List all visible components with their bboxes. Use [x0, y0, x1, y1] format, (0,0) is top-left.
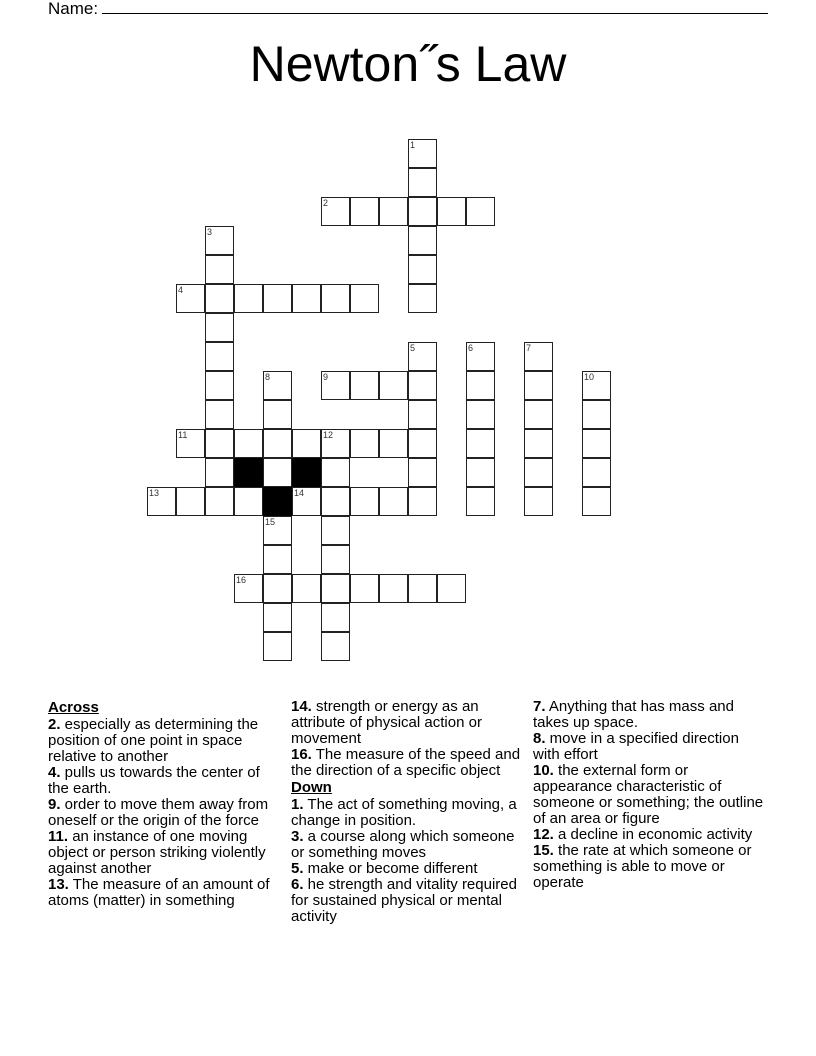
- grid-cell[interactable]: [321, 487, 350, 516]
- grid-cell[interactable]: [437, 197, 466, 226]
- grid-cell[interactable]: [263, 545, 292, 574]
- grid-cell-12[interactable]: [321, 429, 350, 458]
- grid-cell[interactable]: [321, 545, 350, 574]
- grid-cell[interactable]: [437, 574, 466, 603]
- grid-cell[interactable]: [582, 487, 611, 516]
- clue-down-7: 7. Anything that has mass and takes up space.: [533, 698, 734, 731]
- grid-cell[interactable]: [466, 458, 495, 487]
- black-cell: [234, 458, 263, 487]
- clues-column-3: [533, 699, 765, 891]
- grid-cell[interactable]: [524, 371, 553, 400]
- clue-number: 15: [265, 517, 276, 527]
- grid-cell[interactable]: [379, 371, 408, 400]
- clue-across-11: 11. an instance of one moving object or person striking violently against another: [48, 828, 266, 877]
- grid-cell[interactable]: [379, 574, 408, 603]
- grid-cell[interactable]: [379, 429, 408, 458]
- grid-cell-1[interactable]: [408, 139, 437, 168]
- grid-cell[interactable]: [205, 342, 234, 371]
- grid-cell[interactable]: [350, 197, 379, 226]
- grid-cell[interactable]: [582, 458, 611, 487]
- grid-cell[interactable]: [408, 226, 437, 255]
- grid-cell-16[interactable]: [234, 574, 263, 603]
- grid-cell[interactable]: [205, 400, 234, 429]
- clue-across-9: 9. order to move them away from oneself or the origin of the force: [48, 796, 269, 829]
- clue-down-1: 1. The act of something moving, a change in position.: [291, 796, 517, 829]
- clue-number: 12: [323, 430, 334, 440]
- grid-cell[interactable]: [321, 574, 350, 603]
- grid-cell[interactable]: [205, 284, 234, 313]
- grid-cell[interactable]: [234, 284, 263, 313]
- grid-cell-2[interactable]: [321, 197, 350, 226]
- grid-cell-4[interactable]: [176, 284, 205, 313]
- grid-cell[interactable]: [205, 371, 234, 400]
- grid-cell[interactable]: [582, 429, 611, 458]
- grid-cell[interactable]: [263, 284, 292, 313]
- grid-cell[interactable]: [350, 284, 379, 313]
- grid-cell[interactable]: [408, 487, 437, 516]
- grid-cell[interactable]: [234, 429, 263, 458]
- clue-number: 5: [410, 343, 416, 353]
- grid-cell[interactable]: [379, 487, 408, 516]
- grid-cell[interactable]: [176, 487, 205, 516]
- clue-number: 7: [526, 343, 532, 353]
- grid-cell[interactable]: [408, 458, 437, 487]
- clue-number: 13: [149, 488, 160, 498]
- grid-cell[interactable]: [263, 458, 292, 487]
- grid-cell[interactable]: [350, 487, 379, 516]
- grid-cell[interactable]: [350, 371, 379, 400]
- clue-down-3: 3. a course along which someone or something moves: [291, 828, 515, 861]
- grid-cell[interactable]: [292, 429, 321, 458]
- grid-cell-7[interactable]: [524, 342, 553, 371]
- grid-cell[interactable]: [524, 429, 553, 458]
- clue-down-6: 6. he strength and vitality required for sustained physical or mental activity: [291, 876, 517, 925]
- grid-cell[interactable]: [321, 632, 350, 661]
- grid-cell[interactable]: [524, 487, 553, 516]
- grid-cell[interactable]: [350, 574, 379, 603]
- clue-number: 3: [207, 227, 213, 237]
- grid-cell[interactable]: [408, 284, 437, 313]
- grid-cell[interactable]: [408, 429, 437, 458]
- clue-across-13: 13. The measure of an amount of atoms (matter) in something: [48, 876, 270, 909]
- across-heading: Across: [48, 699, 99, 716]
- clue-down-5: 5. make or become different: [291, 860, 478, 877]
- grid-cell[interactable]: [408, 197, 437, 226]
- grid-cell[interactable]: [466, 197, 495, 226]
- grid-cell[interactable]: [466, 400, 495, 429]
- grid-cell-9[interactable]: [321, 371, 350, 400]
- clue-number: 8: [265, 372, 271, 382]
- clues-column-1: [48, 699, 280, 909]
- grid-cell[interactable]: [408, 371, 437, 400]
- clue-number: 9: [323, 372, 329, 382]
- grid-cell[interactable]: [466, 371, 495, 400]
- grid-cell[interactable]: [205, 313, 234, 342]
- grid-cell-10[interactable]: [582, 371, 611, 400]
- name-label: Name:: [48, 0, 99, 18]
- grid-cell[interactable]: [350, 429, 379, 458]
- grid-cell[interactable]: [263, 429, 292, 458]
- grid-cell[interactable]: [205, 429, 234, 458]
- grid-cell[interactable]: [408, 168, 437, 197]
- grid-cell-5[interactable]: [408, 342, 437, 371]
- page-title: Newton˝s Law: [249, 36, 567, 92]
- clue-number: 4: [178, 285, 184, 295]
- clue-number: 10: [584, 372, 595, 382]
- black-cell: [292, 458, 321, 487]
- clue-number: 2: [323, 198, 329, 208]
- grid-cell[interactable]: [321, 284, 350, 313]
- clue-down-15: 15. the rate at which someone or something is able to move or operate: [533, 842, 752, 891]
- clue-down-8: 8. move in a specified direction with effort: [533, 730, 739, 763]
- clue-down-12: 12. a decline in economic activity: [533, 826, 753, 843]
- grid-cell-8[interactable]: [263, 371, 292, 400]
- grid-cell[interactable]: [466, 429, 495, 458]
- clue-across-14: 14. strength or energy as an attribute of physical action or movement: [291, 698, 482, 747]
- clue-number: 16: [236, 575, 247, 585]
- grid-cell[interactable]: [321, 458, 350, 487]
- grid-cell[interactable]: [263, 574, 292, 603]
- down-heading: Down: [291, 779, 332, 796]
- grid-cell-11[interactable]: [176, 429, 205, 458]
- grid-cell-14[interactable]: [292, 487, 321, 516]
- grid-cell-3[interactable]: [205, 226, 234, 255]
- grid-cell[interactable]: [582, 400, 611, 429]
- grid-cell[interactable]: [263, 632, 292, 661]
- grid-cell[interactable]: [292, 574, 321, 603]
- grid-cell[interactable]: [466, 487, 495, 516]
- clues-column-2: [291, 699, 523, 925]
- clue-number: 14: [294, 488, 305, 498]
- grid-cell[interactable]: [263, 400, 292, 429]
- grid-cell[interactable]: [321, 603, 350, 632]
- grid-cell-6[interactable]: [466, 342, 495, 371]
- grid-cell[interactable]: [263, 603, 292, 632]
- grid-cell[interactable]: [205, 458, 234, 487]
- grid-cell[interactable]: [408, 400, 437, 429]
- grid-cell[interactable]: [234, 487, 263, 516]
- grid-cell[interactable]: [321, 516, 350, 545]
- grid-cell[interactable]: [292, 284, 321, 313]
- grid-cell[interactable]: [408, 574, 437, 603]
- clue-across-2: 2. especially as determining the position of one point in space relative to another: [48, 716, 259, 765]
- clue-number: 6: [468, 343, 474, 353]
- grid-cell[interactable]: [205, 255, 234, 284]
- black-cell: [263, 487, 292, 516]
- grid-cell[interactable]: [205, 487, 234, 516]
- clue-down-10: 10. the external form or appearance characteristic of someone or something; the outline of an area or figure: [533, 762, 764, 827]
- grid-cell[interactable]: [408, 255, 437, 284]
- grid-cell-15[interactable]: [263, 516, 292, 545]
- grid-cell[interactable]: [524, 458, 553, 487]
- clue-number: 1: [410, 140, 416, 150]
- clue-number: 11: [178, 430, 188, 440]
- grid-cell-13[interactable]: [147, 487, 176, 516]
- grid-cell[interactable]: [524, 400, 553, 429]
- grid-cell[interactable]: [379, 197, 408, 226]
- clue-across-4: 4. pulls us towards the center of the earth.: [48, 764, 260, 797]
- clue-across-16: 16. The measure of the speed and the direction of a specific object: [291, 746, 521, 779]
